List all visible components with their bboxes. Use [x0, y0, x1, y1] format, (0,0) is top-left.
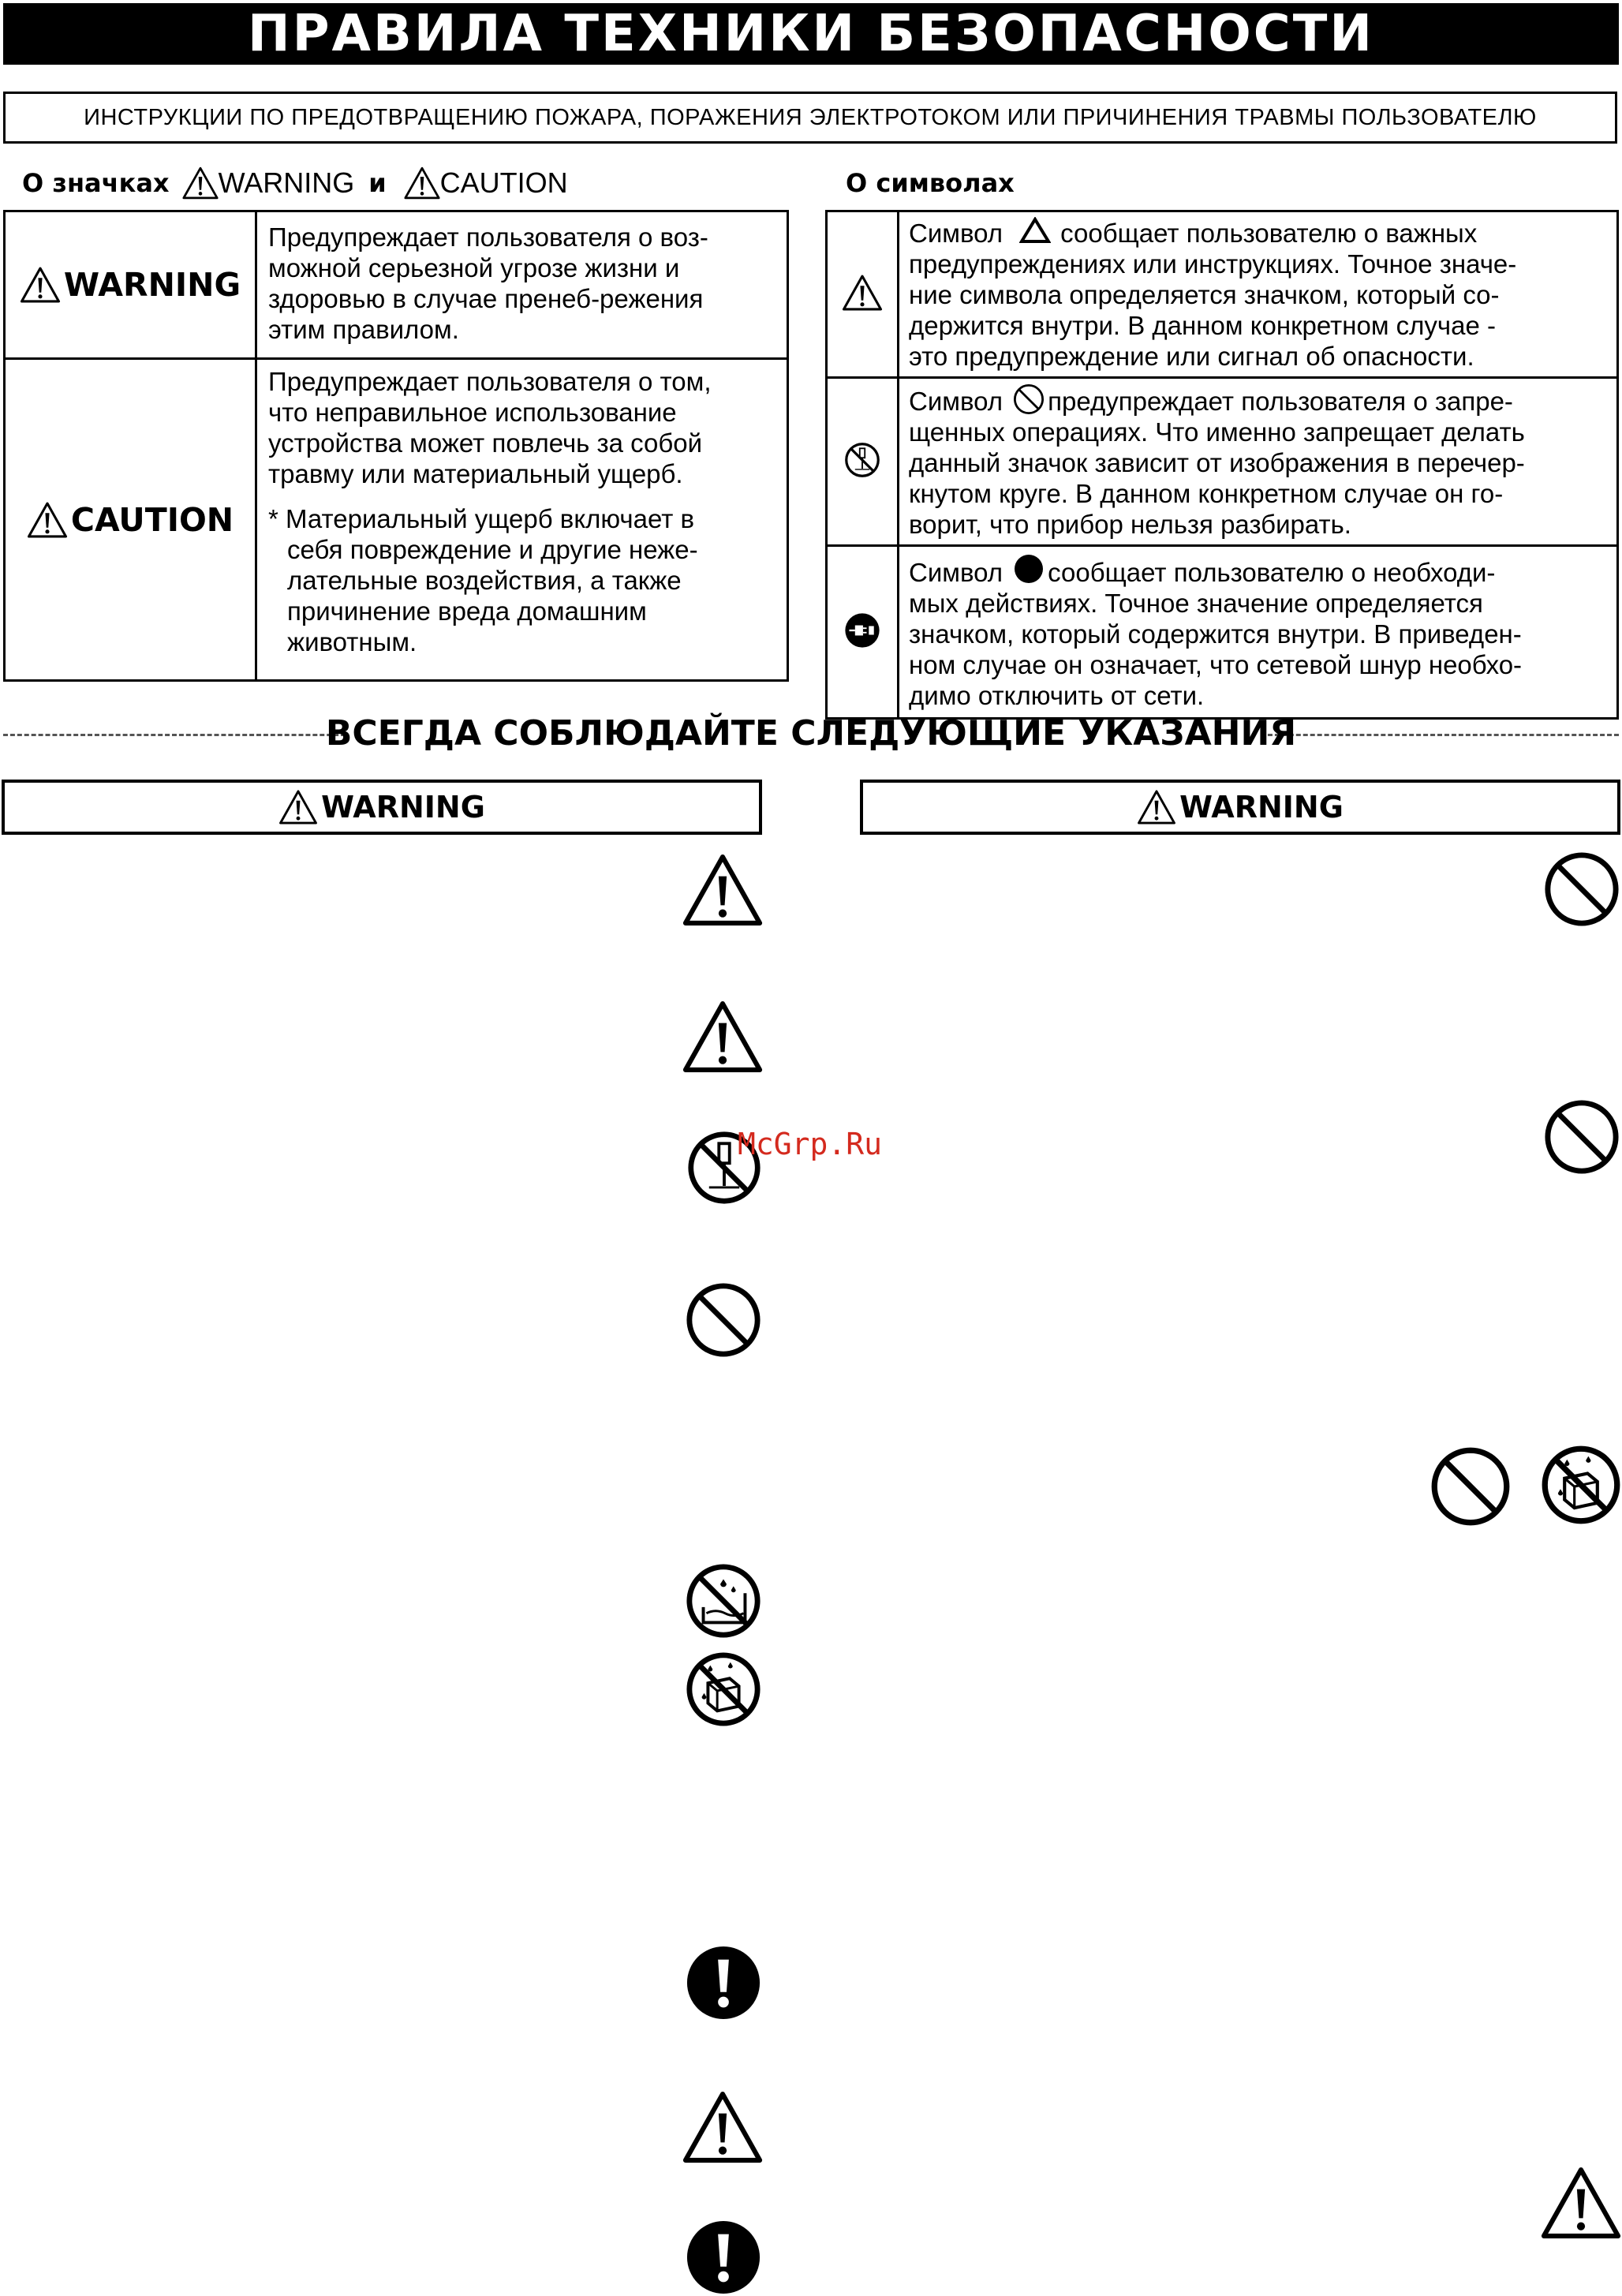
about-signs-warning-word: WARNING	[218, 166, 355, 199]
caution-triangle-icon	[682, 2091, 764, 2163]
caution-triangle-icon	[1540, 2167, 1622, 2239]
prohibition-circle-icon	[1430, 1445, 1512, 1528]
warning-label: WARNING	[6, 212, 255, 357]
do-not-disassemble-icon	[844, 442, 880, 478]
signs-row-caution	[5, 359, 788, 681]
caution-label: CAUTION	[6, 360, 255, 679]
about-signs-heading	[22, 164, 568, 202]
hollow-triangle-icon	[1019, 217, 1051, 244]
page-title-bar	[3, 3, 1619, 65]
prohibition-circle-icon	[1543, 851, 1620, 928]
caution-triangle-icon	[404, 166, 440, 200]
mandatory-action-icon	[685, 1944, 762, 2021]
right-column-warning-header: WARNING	[860, 780, 1620, 835]
caution-triangle-icon	[682, 1000, 764, 1073]
caution-triangle-icon	[842, 275, 883, 311]
filled-circle-icon	[1013, 553, 1045, 585]
warning-description: Предупреждает пользователя о воз- можной серьезной угрозе жизни и здоровью в случае пренеб-режения этим правилом.	[268, 222, 708, 344]
caution-triangle-icon	[27, 502, 68, 538]
mandatory-symbol-description: Символ сообщает пользователю о необходи- мых действиях. Точное значение определяется значком, который содержится внутри. В приведен- ном случае он означает, что сетевой шнур необхо- димо отключить от сети.	[899, 547, 1616, 717]
prohibited-symbol-description: Символ предупреждает пользователя о запре- щенных операциях. Что именно запрещает делать данный значок зависит от изображения в перечер- кнутом круге. В данном конкретном случае он го- ворит, что прибор нельзя разбирать.	[899, 379, 1616, 544]
no-liquid-spill-icon	[1540, 1444, 1622, 1526]
mandatory-action-icon	[685, 2219, 762, 2296]
prohibition-circle-icon	[1543, 1098, 1620, 1176]
watermark-text: McGrp.Ru	[738, 1127, 883, 1161]
symbols-table	[825, 210, 1619, 720]
left-column-warning-header: WARNING	[2, 780, 762, 835]
about-symbols-heading-text: О символах	[846, 168, 1015, 198]
signs-row-warning	[5, 211, 788, 359]
about-signs-heading-prefix: О значках	[22, 168, 170, 198]
no-water-near-bath-icon	[685, 1562, 762, 1640]
page-title: ПРАВИЛА ТЕХНИКИ БЕЗОПАСНОСТИ	[248, 5, 1374, 63]
signs-table	[3, 210, 789, 682]
caution-description: Предупреждает пользователя о том, что неправильное использование устройства может повлечь за собой травму или материальный ущерб. * Материальный ущерб включает в себя повреждение и другие неже- лательные воздействия, а также причинение вреда домашним животным.	[257, 360, 787, 664]
prohibition-circle-icon	[1013, 383, 1045, 415]
about-signs-caution-word: CAUTION	[439, 166, 568, 199]
prohibition-circle-icon	[685, 1281, 762, 1359]
symbols-row-prohibited	[827, 378, 1618, 546]
symbols-row-mandatory	[827, 546, 1618, 719]
always-follow-heading-text: ВСЕГДА СОБЛЮДАЙТЕ СЛЕДУЮЩИЕ УКАЗАНИЯ	[325, 713, 1297, 753]
warning-triangle-icon	[278, 790, 318, 825]
no-liquid-spill-icon	[685, 1651, 762, 1728]
unplug-icon	[844, 612, 880, 649]
warning-triangle-icon	[20, 267, 61, 303]
symbols-row-caution	[827, 211, 1618, 378]
warning-triangle-icon	[1137, 790, 1176, 825]
instructions-banner	[3, 92, 1617, 144]
always-follow-heading	[0, 710, 1622, 757]
instructions-banner-text: ИНСТРУКЦИИ ПО ПРЕДОТВРАЩЕНИЮ ПОЖАРА, ПОРАЖЕНИЯ ЭЛЕКТРОТОКОМ ИЛИ ПРИЧИНЕНИЯ ТРАВМЫ ПОЛЬЗОВАТЕЛЮ	[84, 104, 1537, 130]
about-signs-and-word: и	[368, 168, 387, 198]
material-damage-note: * Материальный ущерб включает в себя повреждение и другие неже- лательные воздействия, а также причинение вреда домашним животным.	[268, 504, 698, 656]
caution-triangle-icon	[682, 854, 764, 926]
caution-symbol-description: Символ сообщает пользователю о важных предупреждениях или инструкциях. Точное значе- ние символа определяется значком, который со- держится внутри. В данном конкретном случае - это предупреждение или сигнал об опасности.	[909, 219, 1517, 371]
about-symbols-heading	[846, 164, 1015, 202]
warning-triangle-icon	[182, 166, 219, 200]
